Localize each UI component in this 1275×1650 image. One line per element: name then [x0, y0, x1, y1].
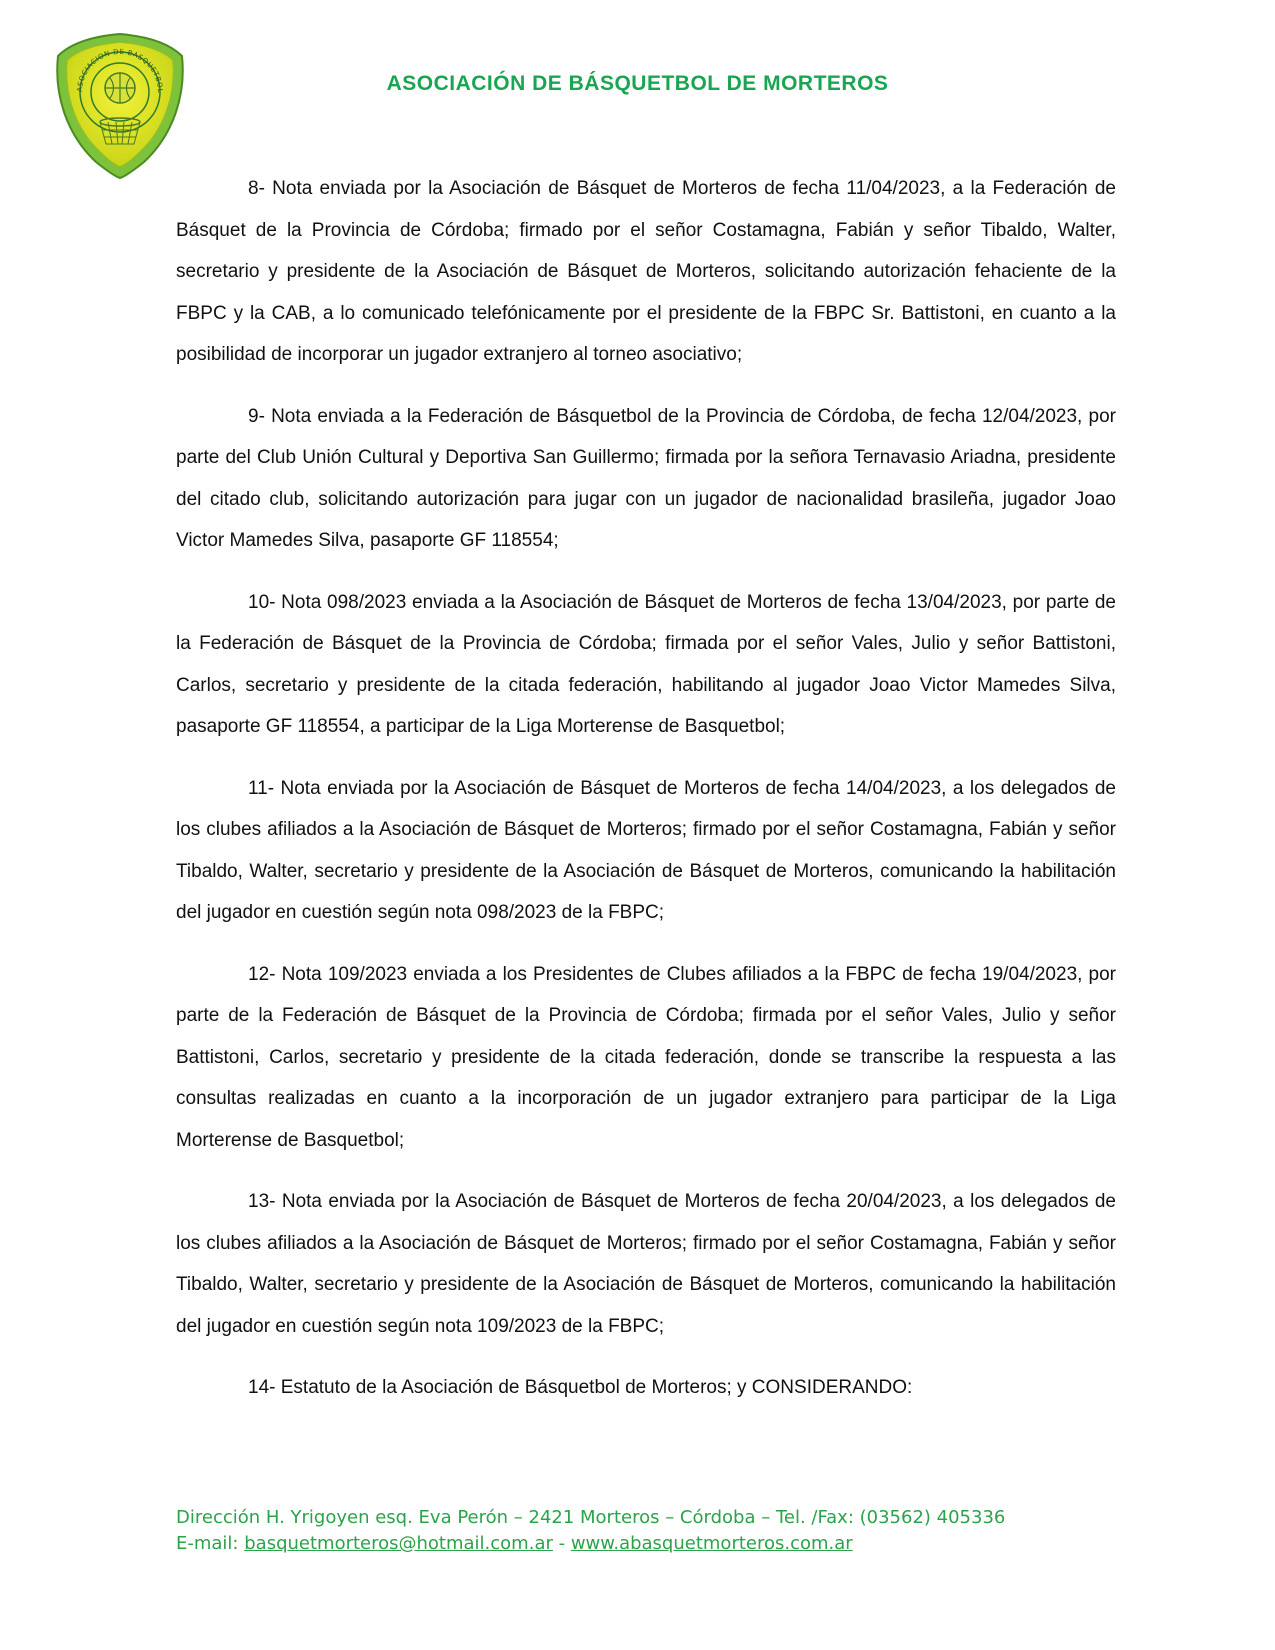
logo-ring-text: ASOCIACION DE BASQUETBOL [75, 47, 165, 94]
list-item: 14- Estatuto de la Asociación de Básquetbol de Morteros; y CONSIDERANDO: [248, 1377, 913, 1398]
list-item: 11- Nota enviada por la Asociación de Básquet de Morteros de fecha 14/04/2023, a los delegados de los clubes afiliados a la Asociación de Básquet de Morteros; firmado por el señor Costamagna, Fabián y señor Tibaldo, Walter, secretario y presidente de la Asociación de Básquet de Morteros, comunicando la habilitación del jugador en cuestión según nota 098/2023 de la FBPC; [176, 777, 1116, 923]
association-logo-icon [52, 30, 188, 180]
header-title: ASOCIACIÓN DE BÁSQUETBOL DE MORTEROS [386, 72, 889, 95]
footer-separator: - [552, 1533, 571, 1554]
email-label: E-mail: [176, 1533, 245, 1554]
email-link[interactable]: basquetmorteros@hotmail.com.ar [244, 1533, 553, 1554]
list-item: 12- Nota 109/2023 enviada a los Presidentes de Clubes afiliados a la FBPC de fecha 19/04/2023, por parte de la Federación de Básquet de la Provincia de Córdoba; firmada por el señor Vales, Julio y señor Battistoni, Carlos, secretario y presidente de la citada federación, donde se transcribe la respuesta a las consultas realizadas en cuanto a la incorporación de un jugador extranjero para participar de la Liga Morterense de Basquetbol; [176, 963, 1116, 1151]
list-item: 8- Nota enviada por la Asociación de Básquet de Morteros de fecha 11/04/2023, a la Federación de Básquet de la Provincia de Córdoba; firmado por el señor Costamagna, Fabián y señor Tibaldo, Walter, secretario y presidente de la Asociación de Básquet de Morteros, solicitando autorización fehaciente de la FBPC y la CAB, a lo comunicado telefónicamente por el presidente de la FBPC Sr. Battistoni, en cuanto a la posibilidad de incorporar un jugador extranjero al torneo asociativo; [176, 178, 1116, 365]
footer [176, 1505, 1156, 1557]
document-body [176, 168, 1116, 1429]
list-item: 13- Nota enviada por la Asociación de Básquet de Morteros de fecha 20/04/2023, a los delegados de los clubes afiliados a la Asociación de Básquet de Morteros; firmado por el señor Costamagna, Fabián y señor Tibaldo, Walter, secretario y presidente de la Asociación de Básquet de Morteros, comunicando la habilitación del jugador en cuestión según nota 109/2023 de la FBPC; [176, 1191, 1116, 1337]
list-item: 9- Nota enviada a la Federación de Básquetbol de la Provincia de Córdoba, de fecha 12/04/2023, por parte del Club Unión Cultural y Deportiva San Guillermo; firmada por la señora Ternavasio Ariadna, presidente del citado club, solicitando autorización para jugar con un jugador de nacionalidad brasileña, jugador Joao Victor Mamedes Silva, pasaporte GF 118554; [176, 405, 1116, 551]
website-link[interactable]: www.abasquetmorteros.com.ar [570, 1533, 853, 1554]
footer-address: Dirección H. Yrigoyen esq. Eva Perón – 2421 Morteros – Córdoba – Tel. /Fax: (03562) 405336 [176, 1507, 1006, 1528]
footer-contact [176, 1531, 1156, 1557]
list-item: 10- Nota 098/2023 enviada a la Asociación de Básquet de Morteros de fecha 13/04/2023, por parte de la Federación de Básquet de la Provincia de Córdoba; firmada por el señor Vales, Julio y señor Battistoni, Carlos, secretario y presidente de la citada federación, habilitando al jugador Joao Victor Mamedes Silva, pasaporte GF 118554, a participar de la Liga Morterense de Basquetbol; [176, 591, 1116, 737]
